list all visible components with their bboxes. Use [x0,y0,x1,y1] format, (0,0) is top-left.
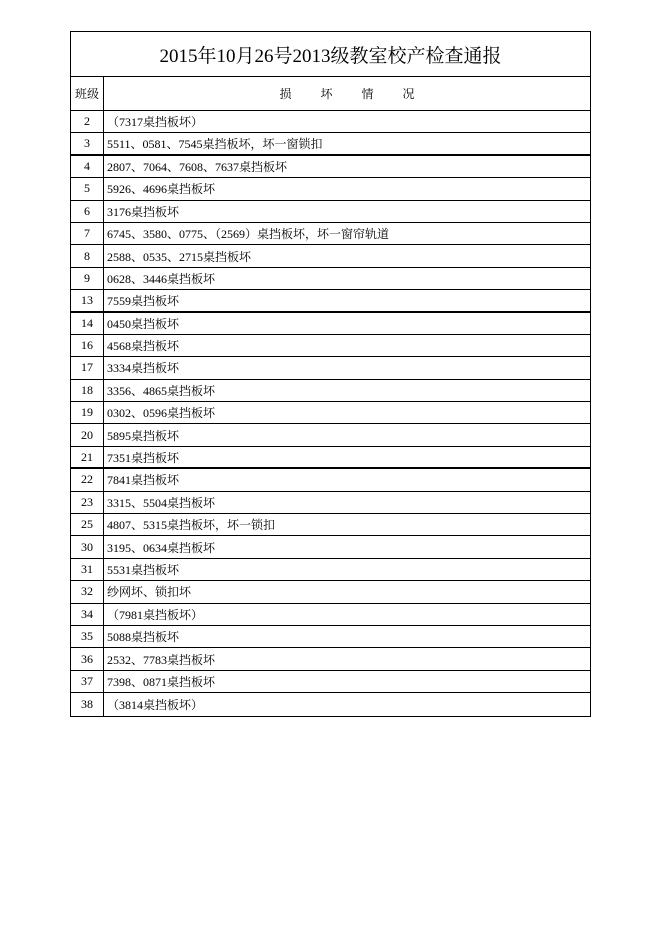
damage-description-cell: 0628、3446桌挡板坏 [107,271,216,286]
table-row [71,424,590,446]
table-row [71,156,590,178]
table-row [71,178,590,200]
class-number-cell: 25 [71,514,104,535]
damage-description-cell: 3356、4865桌挡板坏 [107,383,216,398]
table-row [71,335,590,357]
class-number-cell: 35 [71,626,104,647]
damage-description-cell: 7351桌挡板坏 [107,450,180,465]
damage-description-cell: 2532、7783桌挡板坏 [107,652,216,667]
class-number-cell: 13 [71,290,104,310]
table-row [71,536,590,558]
table-row [71,604,590,626]
class-number-cell: 18 [71,380,104,401]
table-row [71,290,590,312]
table-row [71,223,590,245]
damage-description-cell: 3195、0634桌挡板坏 [107,540,216,555]
class-number-cell: 8 [71,245,104,266]
class-number-cell: 19 [71,402,104,423]
report-title: 2015年10月26号2013级教室校产检查通报 [71,32,590,77]
table-row [71,133,590,155]
damage-description-cell: （3814桌挡板坏） [107,697,204,712]
class-number-cell: 6 [71,201,104,222]
class-number-cell: 22 [71,469,104,490]
damage-description-cell: 5088桌挡板坏 [107,630,180,645]
damage-description-cell: 5926、4696桌挡板坏 [107,182,216,197]
damage-description-cell: 0450桌挡板坏 [107,316,180,331]
table-row [71,514,590,536]
class-number-cell: 34 [71,604,104,625]
table-row [71,201,590,223]
damage-description-cell: 7559桌挡板坏 [107,293,180,308]
class-number-cell: 16 [71,335,104,356]
table-row [71,693,590,715]
header-class: 班级 [71,77,104,110]
table-row [71,581,590,603]
class-number-cell: 3 [71,133,104,153]
damage-description-cell: 5531桌挡板坏 [107,563,180,577]
damage-description-cell: 纱网坏、锁扣坏 [107,585,192,600]
damage-description-cell: 7841桌挡板坏 [107,473,180,488]
class-number-cell: 37 [71,671,104,692]
table-row [71,447,590,469]
damage-description-cell: 5895桌挡板坏 [107,428,180,443]
table-row [71,245,590,267]
class-number-cell: 4 [71,156,104,177]
table-row [71,380,590,402]
table-row [71,492,590,514]
class-number-cell: 5 [71,178,104,199]
class-number-cell: 36 [71,648,104,669]
class-number-cell: 7 [71,223,104,244]
class-number-cell: 2 [71,111,104,132]
class-number-cell: 38 [71,693,104,715]
table-row [71,111,590,133]
inspection-report-table [70,31,591,717]
class-number-cell: 14 [71,313,104,334]
class-number-cell: 31 [71,559,104,580]
damage-description-cell: 2807、7064、7608、7637桌挡板坏 [107,159,288,174]
class-number-cell: 30 [71,536,104,557]
table-row [71,268,590,290]
table-body [71,111,590,716]
table-row [71,559,590,581]
class-number-cell: 32 [71,581,104,602]
damage-description-cell: 7398、0871桌挡板坏 [107,674,216,689]
damage-description-cell: 4568桌挡板坏 [107,339,180,354]
table-row [71,648,590,670]
damage-description-cell: 5511、0581、7545桌挡板坏，坏一窗锁扣 [107,137,323,152]
damage-description-cell: 0302、0596桌挡板坏 [107,406,216,421]
damage-description-cell: 3334桌挡板坏 [107,361,180,376]
damage-description-cell: 3315、5504桌挡板坏 [107,495,216,510]
damage-description-cell: （7981桌挡板坏） [107,607,204,622]
header-damage: 损 坏 情 况 [279,87,415,101]
table-row [71,626,590,648]
damage-description-cell: （7317桌挡板坏） [107,115,204,130]
class-number-cell: 20 [71,424,104,445]
class-number-cell: 17 [71,357,104,378]
table-row [71,469,590,491]
table-row [71,402,590,424]
table-row [71,357,590,379]
class-number-cell: 23 [71,492,104,513]
damage-description-cell: 2588、0535、2715桌挡板坏 [107,249,252,264]
damage-description-cell: 4807、5315桌挡板坏，坏一锁扣 [107,518,276,533]
table-row [71,313,590,335]
class-number-cell: 21 [71,447,104,467]
table-header-row [71,77,590,111]
table-row [71,671,590,693]
damage-description-cell: 6745、3580、0775、（2569）桌挡板坏，坏一窗帘轨道 [107,227,390,242]
class-number-cell: 9 [71,268,104,289]
damage-description-cell: 3176桌挡板坏 [107,204,180,219]
